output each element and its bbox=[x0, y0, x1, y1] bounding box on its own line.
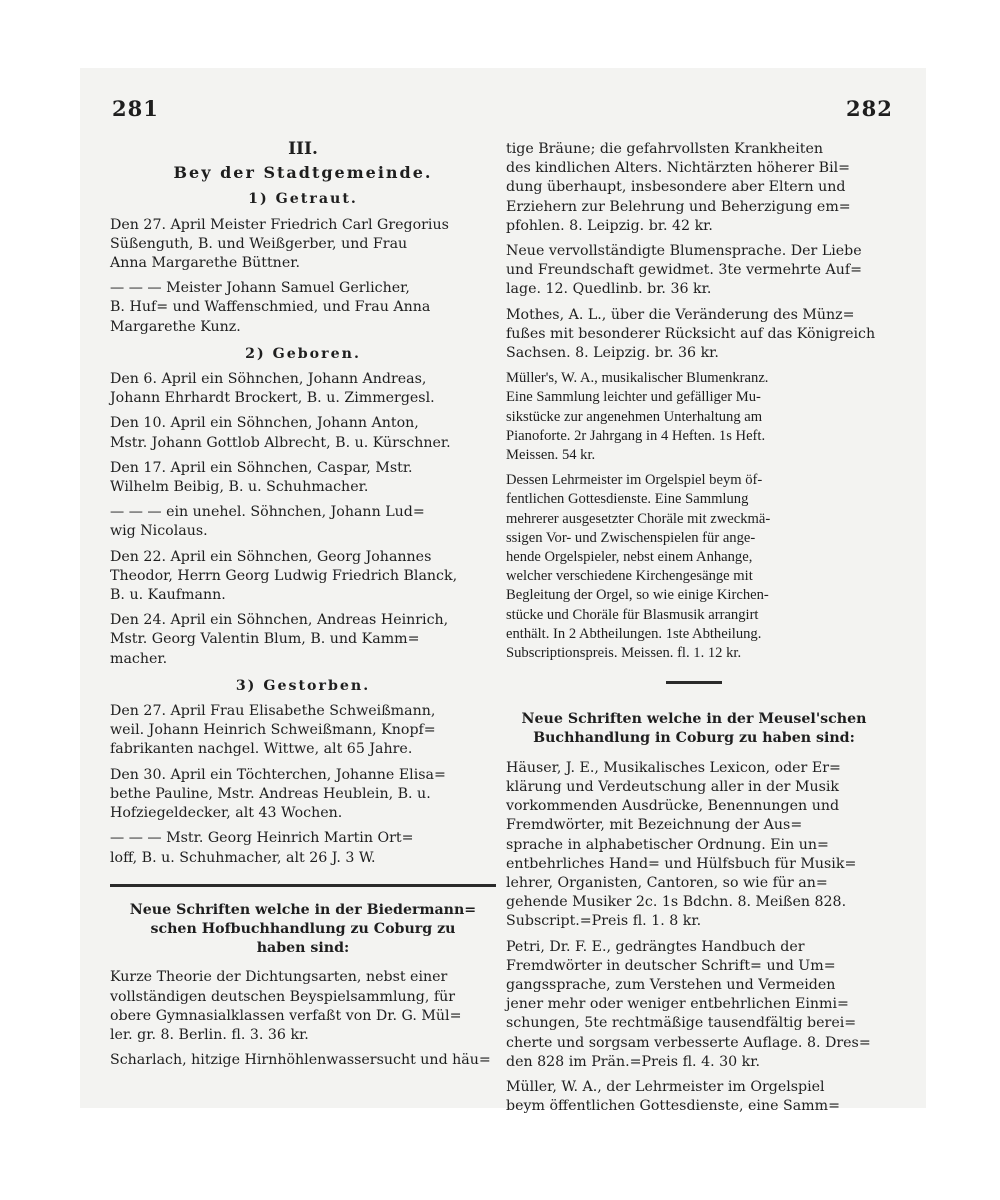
married-entry: Den 27. April Meister Friedrich Carl Gregorius Süßenguth, B. und Weißgerber, und Frau Anna Margarethe Büttner. bbox=[110, 216, 449, 272]
page-number-left: 281 bbox=[112, 96, 159, 121]
left-column bbox=[110, 140, 496, 1076]
born-entry: Den 6. April ein Söhnchen, Johann Andreas, Johann Ehrhardt Brockert, B. u. Zimmergesl. bbox=[110, 371, 435, 407]
died-entry: Den 27. April Frau Elisabethe Schweißmann, weil. Johann Heinrich Schweißmann, Knopf= fabrikanten nachgel. Wittwe, alt 65 Jahre. bbox=[110, 703, 436, 758]
bookshop-notice-heading: Neue Schriften welche in der Meusel'schen Buchhandlung in Coburg zu haben sind: bbox=[521, 711, 867, 747]
page-number-right: 282 bbox=[846, 96, 893, 121]
born-heading: 2) Geboren. bbox=[245, 345, 361, 362]
born-entry: Den 17. April ein Söhnchen, Caspar, Mstr. Wilhelm Beibig, B. u. Schuhmacher. bbox=[110, 459, 413, 496]
book-entry: Müller, W. A., der Lehrmeister im Orgelspiel beym öffentlichen Gottesdienste, eine Samm= bbox=[506, 1078, 840, 1115]
born-entry: Den 24. April ein Söhnchen, Andreas Heinrich, Mstr. Georg Valentin Blum, B. und Kamm= macher. bbox=[110, 612, 449, 667]
book-entry: Dessen Lehrmeister im Orgelspiel beym öf- fentlichen Gottesdienste. Eine Sammlung mehrerer ausgesetzter Choräle mit zweckmä- ssigen Vor- und Zwischenspielen für ange- hende Orgelspieler, nebst einem Anhange, welcher verschiedene Kirchengesänge mit Begleitung der Orgel, so wie einige Kirchen- stücke und Choräle für Blasmusik arrangirt enthält. In 2 Abtheilungen. 1ste Abtheilung. Subscriptionspreis. Meissen. fl. 1. 12 kr. bbox=[506, 472, 771, 662]
section-number: III. bbox=[288, 139, 318, 159]
married-entry: — — — Meister Johann Samuel Gerlicher, B. Huf= und Waffenschmied, und Frau Anna Margarethe Kunz. bbox=[110, 280, 431, 335]
died-heading: 3) Gestorben. bbox=[235, 677, 371, 694]
short-divider bbox=[666, 681, 722, 684]
born-entry: Den 22. April ein Söhnchen, Georg Johannes Theodor, Herrn Georg Ludwig Friedrich Blanck, B. u. Kaufmann. bbox=[110, 548, 458, 604]
born-entry: Den 10. April ein Söhnchen, Johann Anton, Mstr. Johann Gottlob Albrecht, B. u. Kürschner. bbox=[110, 415, 451, 451]
section-title: Bey der Stadtgemeinde. bbox=[173, 163, 433, 183]
book-entry: Petri, Dr. F. E., gedrängtes Handbuch der Fremdwörter in deutscher Schrift= und Um= gangssprache, zum Verstehen und Vermeiden jener mehr oder weniger entbehrlichen Einmi= schungen, 5te rechtmäßige tausendfältig berei= cherte und sorgsam verbesserte Auflage. 8. Dres= den 828 im Prän.=Preis fl. 4. 30 kr. bbox=[506, 938, 871, 1070]
died-entry: — — — Mstr. Georg Heinrich Martin Ort= loff, B. u. Schuhmacher, alt 26 J. 3 W. bbox=[110, 830, 414, 866]
book-entry: Kurze Theorie der Dichtungsarten, nebst einer vollständigen deutschen Beyspielsammlung, für obere Gymnasialklassen verfaßt von Dr. G. Mül= ler. gr. 8. Berlin. fl. 3. 36 kr. bbox=[110, 969, 462, 1043]
section-divider bbox=[110, 884, 496, 887]
born-entry: — — — ein unehel. Söhnchen, Johann Lud= wig Nicolaus. bbox=[110, 504, 425, 540]
bookshop-notice-heading: Neue Schriften welche in der Biedermann= schen Hofbuchhandlung zu Coburg zu haben sind: bbox=[129, 901, 477, 957]
married-heading: 1) Getraut. bbox=[248, 191, 358, 208]
book-entry: Müller's, W. A., musikalischer Blumenkranz. Eine Sammlung leichter und gefälliger Mu- sikstücke zur angenehmen Unterhaltung am Pianoforte. 2r Jahrgang in 4 Heften. 1s Heft. Meissen. 54 kr. bbox=[506, 370, 769, 464]
book-entry: tige Bräune; die gefahrvollsten Krankheiten des kindlichen Alters. Nichtärzten höherer Bil= dung überhaupt, insbesondere aber Eltern und Erziehern zur Belehrung und Beherzigung em= pfohlen. 8. Leipzig. br. 42 kr. bbox=[506, 141, 851, 234]
died-entry: Den 30. April ein Töchterchen, Johanne Elisa= bethe Pauline, Mstr. Andreas Heublein, B. u. Hofziegeldecker, alt 43 Wochen. bbox=[110, 766, 446, 822]
book-entry: Häuser, J. E., Musikalisches Lexicon, oder Er= klärung und Verdeutschung aller in der Musik vorkommenden Ausdrücke, Benennungen und Fremdwörter, mit Bezeichnung der Aus= sprache in alphabetischer Ordnung. Ein un= entbehrliches Hand= und Hülfsbuch für Musik= lehrer, Organisten, Cantoren, so wie für an= gehende Musiker 2c. 1s Bdchn. 8. Meißen 828. Subscript.=Preis fl. 1. 8 kr. bbox=[506, 759, 857, 930]
book-entry: Neue vervollständigte Blumensprache. Der Liebe und Freundschaft gewidmet. 3te vermehrte Auf= lage. 12. Quedlinb. br. 36 kr. bbox=[506, 243, 863, 298]
right-column bbox=[506, 140, 882, 1122]
book-entry: Scharlach, hitzige Hirnhöhlenwassersucht und häu= bbox=[110, 1052, 491, 1069]
book-entry: Mothes, A. L., über die Veränderung des Münz= fußes mit besonderer Rücksicht auf das Königreich Sachsen. 8. Leipzig. br. 36 kr. bbox=[506, 306, 876, 362]
